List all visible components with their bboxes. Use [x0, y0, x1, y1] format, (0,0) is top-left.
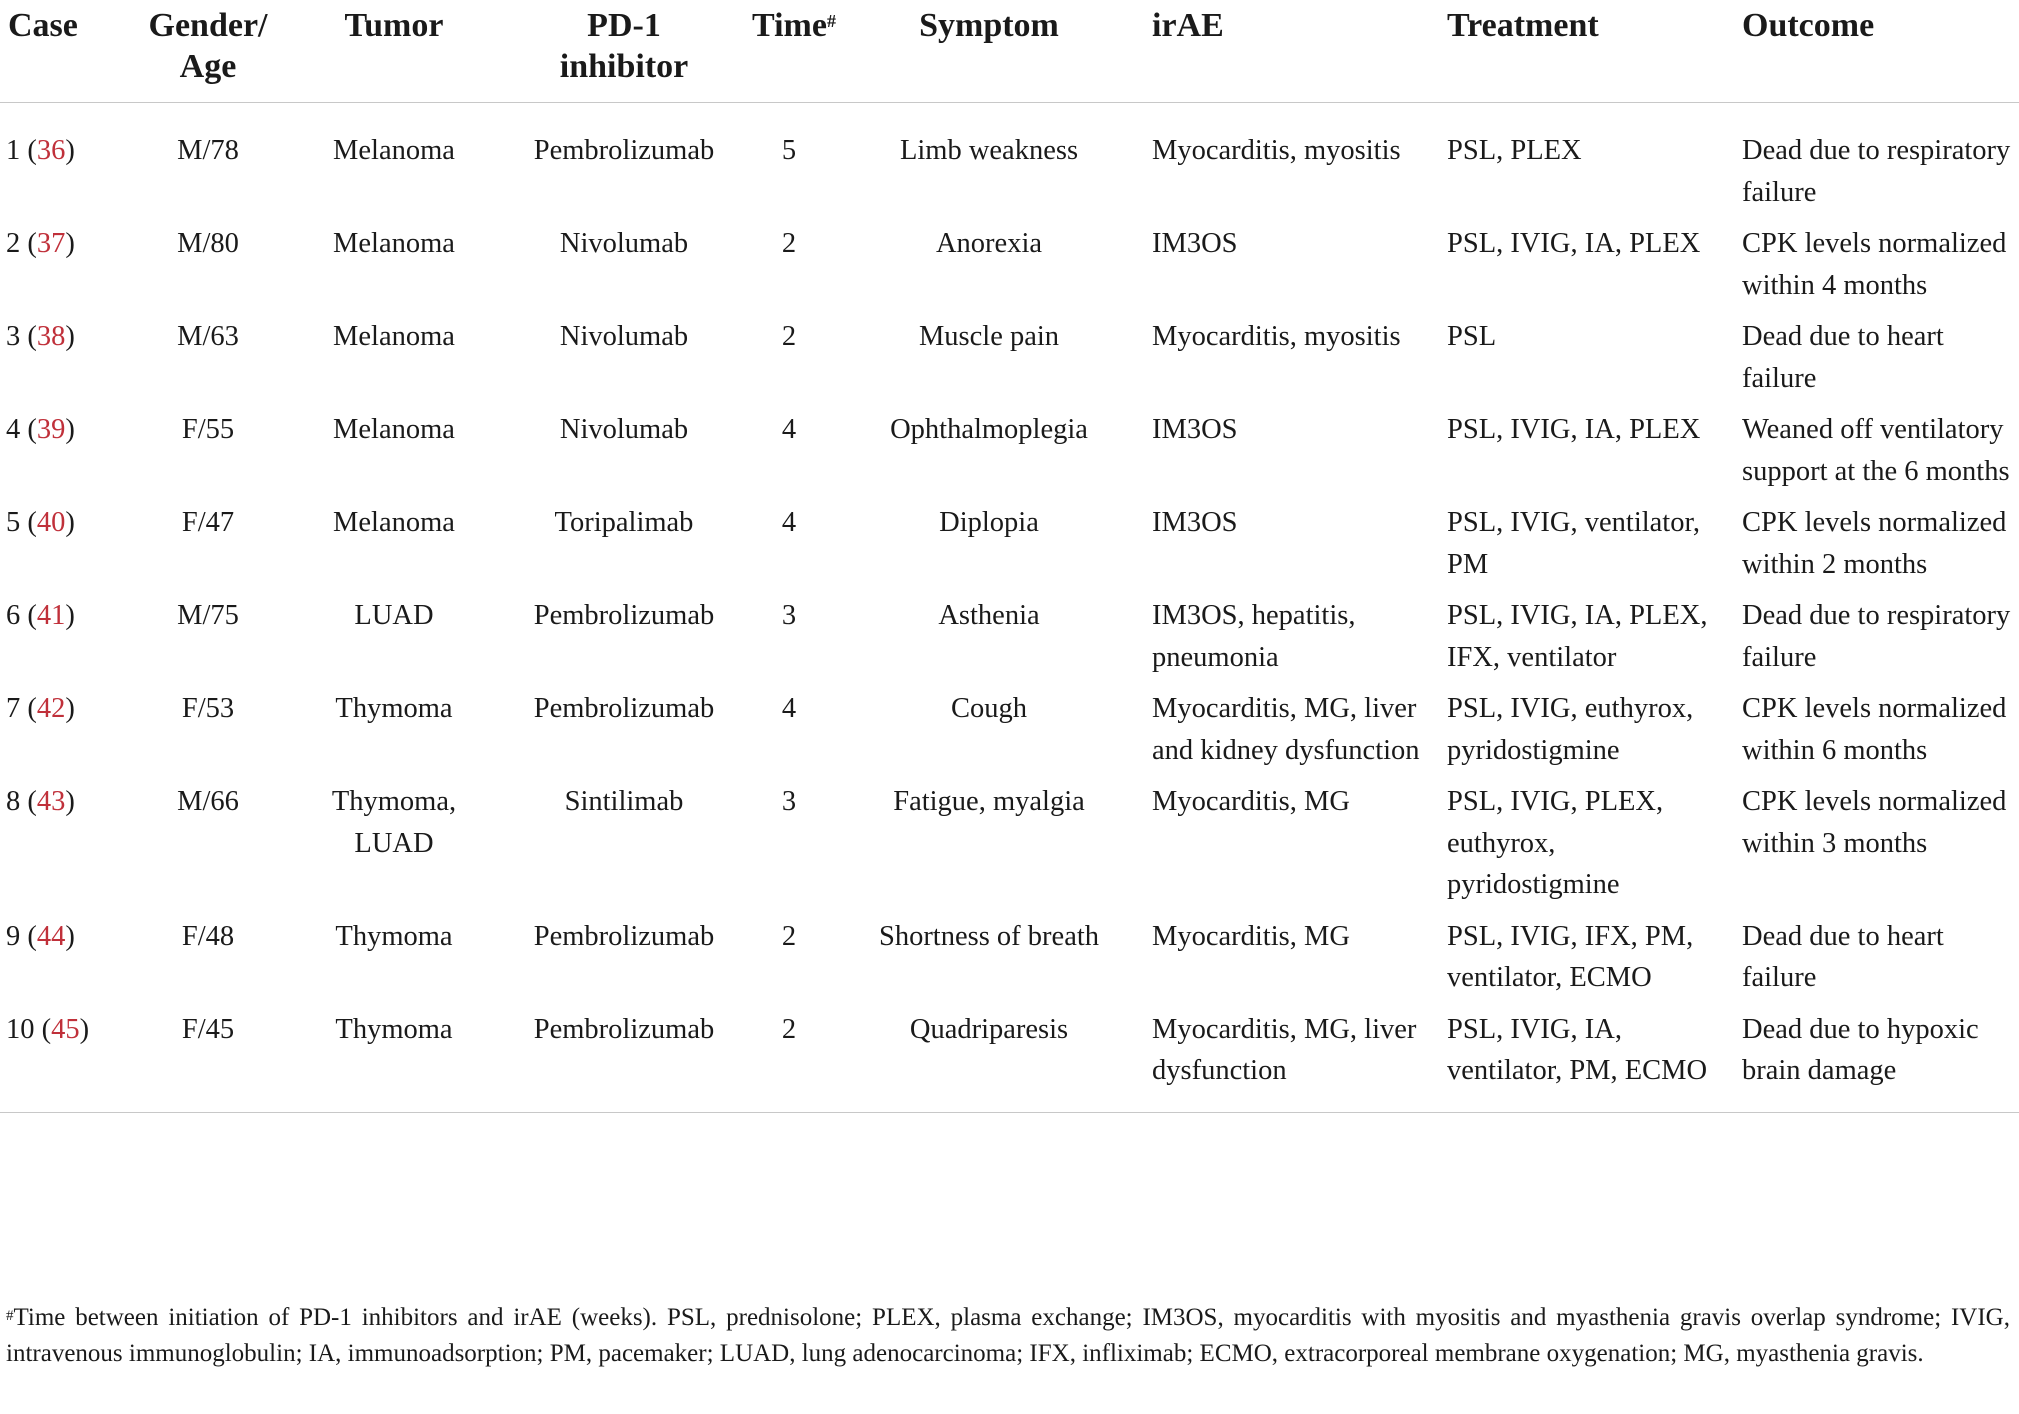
- cell-irae: Myocarditis, MG: [1152, 920, 1350, 952]
- reference-link[interactable]: 42: [36, 693, 66, 724]
- table-row: [0, 306, 2019, 399]
- cell-treatment: PSL, IVIG, PLEX, euthyrox, pyridostigmine: [1447, 786, 1664, 900]
- cell-treatment: PSL, IVIG, IA, PLEX: [1447, 228, 1701, 259]
- case-number: 3: [6, 321, 21, 352]
- cell-time: 2: [744, 999, 834, 1113]
- header-time-footnote-mark: #: [826, 11, 836, 31]
- cell-tumor: Melanoma: [333, 228, 455, 259]
- cell-outcome: Dead due to heart failure: [1742, 920, 1944, 993]
- cell-treatment: PSL, PLEX: [1447, 135, 1582, 166]
- cell-gender-age: F/55: [181, 414, 235, 445]
- cell-irae: IM3OS: [1152, 507, 1238, 538]
- header-tumor-label: Tumor: [344, 7, 444, 44]
- header-symptom: [834, 0, 1144, 103]
- header-treatment-label: Treatment: [1447, 7, 1599, 44]
- table-footnote: [6, 1300, 2010, 1372]
- header-pd1-inhibitor: [504, 0, 744, 103]
- case-number: 10: [6, 1013, 35, 1045]
- header-case-label: Case: [8, 7, 78, 44]
- cell-treatment: PSL: [1447, 321, 1497, 352]
- cell-treatment: PSL, IVIG, IFX, PM, ventilator, ECMO: [1447, 920, 1694, 993]
- cell-symptom: Quadriparesis: [834, 999, 1144, 1113]
- reference-link[interactable]: 40: [36, 507, 66, 538]
- cell-treatment: PSL, IVIG, IA, PLEX: [1447, 414, 1701, 445]
- cell-symptom: Diplopia: [939, 507, 1039, 538]
- cell-tumor: Thymoma: [335, 693, 453, 724]
- header-tumor: [284, 0, 504, 103]
- cell-tumor: Melanoma: [333, 507, 455, 538]
- reference-link[interactable]: 41: [36, 600, 66, 631]
- cell-treatment: PSL, IVIG, euthyrox, pyridostigmine: [1447, 693, 1694, 766]
- cell-irae: Myocarditis, myositis: [1152, 135, 1401, 166]
- case-number: 7: [6, 693, 21, 724]
- cell-irae: Myocarditis, MG, liver and kidney dysfunction: [1152, 693, 1420, 766]
- cell-irae: IM3OS, hepatitis, pneumonia: [1152, 600, 1356, 673]
- cell-outcome: Dead due to hypoxic brain damage: [1734, 999, 2019, 1113]
- table-row: [0, 999, 2019, 1113]
- header-irae: [1144, 0, 1439, 103]
- cell-symptom: Cough: [950, 693, 1027, 724]
- cell-outcome: Dead due to respiratory failure: [1742, 600, 2011, 673]
- header-gender-age-line2: Age: [179, 48, 237, 85]
- header-outcome-label: Outcome: [1742, 7, 1875, 44]
- cell-outcome: Weaned off ventilatory support at the 6 months: [1742, 414, 2010, 487]
- cell-irae: IM3OS: [1152, 228, 1238, 259]
- cell-case: 7 (42): [6, 693, 75, 724]
- header-case: [0, 0, 132, 103]
- case-number: 2: [6, 228, 21, 259]
- cell-gender-age: M/63: [177, 321, 239, 352]
- cell-inhibitor: Nivolumab: [559, 321, 689, 352]
- cell-symptom: Shortness of breath: [878, 920, 1100, 952]
- cell-irae: Myocarditis, myositis: [1152, 321, 1401, 352]
- cell-irae: Myocarditis, MG, liver dysfunction: [1144, 999, 1439, 1113]
- header-treatment: [1439, 0, 1734, 103]
- cell-case: 1 (36): [6, 135, 75, 166]
- case-number: 5: [6, 507, 21, 538]
- cell-case: 6 (41): [6, 600, 75, 631]
- cell-gender-age: M/75: [177, 600, 239, 631]
- table-row: [0, 906, 2019, 999]
- cell-inhibitor: Pembrolizumab: [533, 693, 715, 724]
- cell-tumor: Melanoma: [333, 321, 455, 352]
- cell-outcome: CPK levels normalized within 4 months: [1742, 228, 2007, 301]
- cell-symptom: Anorexia: [935, 228, 1043, 259]
- cell-symptom: Ophthalmoplegia: [890, 414, 1088, 445]
- cell-case: 9 (44): [6, 920, 75, 952]
- cell-time: 2: [781, 920, 797, 952]
- cell-gender-age: F/45: [132, 999, 284, 1113]
- cell-inhibitor: Nivolumab: [559, 414, 689, 445]
- cell-gender-age: M/78: [177, 135, 239, 166]
- cell-time: 3: [781, 786, 797, 817]
- cell-tumor: Melanoma: [333, 135, 455, 166]
- cell-tumor: LUAD: [354, 600, 434, 631]
- reference-link[interactable]: 36: [36, 135, 66, 166]
- header-pd1-line2: inhibitor: [559, 48, 689, 85]
- cell-case: 8 (43): [6, 786, 75, 817]
- case-number: 4: [6, 414, 21, 445]
- cell-gender-age: M/80: [177, 228, 239, 259]
- cell-irae: IM3OS: [1152, 414, 1238, 445]
- header-gender-age-line1: Gender/: [148, 7, 268, 44]
- cell-symptom: Limb weakness: [899, 135, 1079, 166]
- cell-case: 3 (38): [6, 321, 75, 352]
- cell-gender-age: M/66: [177, 786, 239, 817]
- table-row: [0, 492, 2019, 585]
- header-row: [0, 0, 2019, 103]
- table-body: [0, 103, 2019, 1113]
- cell-time: 5: [781, 135, 797, 166]
- reference-link[interactable]: 45: [51, 1013, 80, 1045]
- footnote-mark: #: [6, 1308, 14, 1324]
- table-row: [0, 678, 2019, 771]
- cell-tumor: Thymoma: [335, 920, 453, 952]
- cell-symptom: Fatigue, myalgia: [893, 786, 1085, 817]
- cell-treatment: PSL, IVIG, IA, ventilator, PM, ECMO: [1439, 999, 1734, 1113]
- cell-time: 4: [781, 693, 797, 724]
- cell-symptom: Asthenia: [938, 600, 1040, 631]
- table-row: [0, 399, 2019, 492]
- cell-case: 5 (40): [6, 507, 75, 538]
- footnote-text: Time between initiation of PD-1 inhibitors and irAE (weeks). PSL, prednisolone; PLEX, plasma exchange; IM3OS, myocarditis with myositis and myasthenia gravis overlap syndrome; IVIG, intravenous immunoglobulin; IA, immunoadsorption; PM, pacemaker; LUAD, lung adenocarcinoma; IFX, infliximab; ECMO, extracorporeal membrane oxygenation; MG, myasthenia gravis.: [6, 1304, 2010, 1367]
- cell-gender-age: F/53: [181, 693, 235, 724]
- reference-link[interactable]: 39: [36, 414, 66, 445]
- cell-gender-age: F/47: [181, 507, 235, 538]
- cell-inhibitor: Nivolumab: [559, 228, 689, 259]
- cell-time: 2: [781, 321, 797, 352]
- reference-link[interactable]: 38: [36, 321, 66, 352]
- header-time-label: Time: [752, 7, 827, 44]
- cell-symptom: Muscle pain: [918, 321, 1060, 352]
- case-number: 1: [6, 135, 21, 166]
- cell-tumor: Melanoma: [333, 414, 455, 445]
- cell-outcome: CPK levels normalized within 2 months: [1742, 507, 2007, 580]
- cell-case: 10 (45): [0, 999, 132, 1113]
- cell-time: 4: [781, 507, 797, 538]
- cell-time: 2: [781, 228, 797, 259]
- table-header: [0, 0, 2019, 103]
- header-outcome: [1734, 0, 2019, 103]
- case-number: 8: [6, 786, 21, 817]
- header-symptom-label: Symptom: [919, 7, 1059, 44]
- cell-inhibitor: Pembrolizumab: [504, 999, 744, 1113]
- cell-gender-age: F/48: [181, 920, 235, 952]
- header-irae-label: irAE: [1152, 7, 1224, 44]
- reference-link[interactable]: 44: [36, 920, 66, 952]
- table-row: [0, 103, 2019, 214]
- cell-inhibitor: Pembrolizumab: [533, 135, 715, 166]
- header-gender-age: [132, 0, 284, 103]
- table-row: [0, 213, 2019, 306]
- cell-inhibitor: Toripalimab: [554, 507, 694, 538]
- reference-link[interactable]: 37: [36, 228, 66, 259]
- cell-outcome: CPK levels normalized within 6 months: [1742, 693, 2007, 766]
- cell-time: 3: [781, 600, 797, 631]
- cell-time: 4: [781, 414, 797, 445]
- case-number: 9: [6, 920, 21, 952]
- cell-inhibitor: Pembrolizumab: [533, 600, 715, 631]
- cell-case: 2 (37): [6, 228, 75, 259]
- header-time: [744, 0, 834, 103]
- cell-outcome: Dead due to heart failure: [1742, 321, 1944, 394]
- table-row: [0, 585, 2019, 678]
- cell-treatment: PSL, IVIG, ventilator, PM: [1447, 507, 1700, 580]
- reference-link[interactable]: 43: [36, 786, 66, 817]
- cell-outcome: CPK levels normalized within 3 months: [1742, 786, 2007, 859]
- cell-tumor: Thymoma: [284, 999, 504, 1113]
- cell-inhibitor: Pembrolizumab: [533, 920, 715, 952]
- cell-tumor: Thymoma, LUAD: [331, 786, 457, 859]
- cell-treatment: PSL, IVIG, IA, PLEX, IFX, ventilator: [1447, 600, 1708, 673]
- table-row: [0, 771, 2019, 906]
- cell-outcome: Dead due to respiratory failure: [1742, 135, 2011, 208]
- cell-case: 4 (39): [6, 414, 75, 445]
- cell-irae: Myocarditis, MG: [1152, 786, 1350, 817]
- case-number: 6: [6, 600, 21, 631]
- header-pd1-line1: PD-1: [587, 7, 661, 44]
- cell-inhibitor: Sintilimab: [564, 786, 684, 817]
